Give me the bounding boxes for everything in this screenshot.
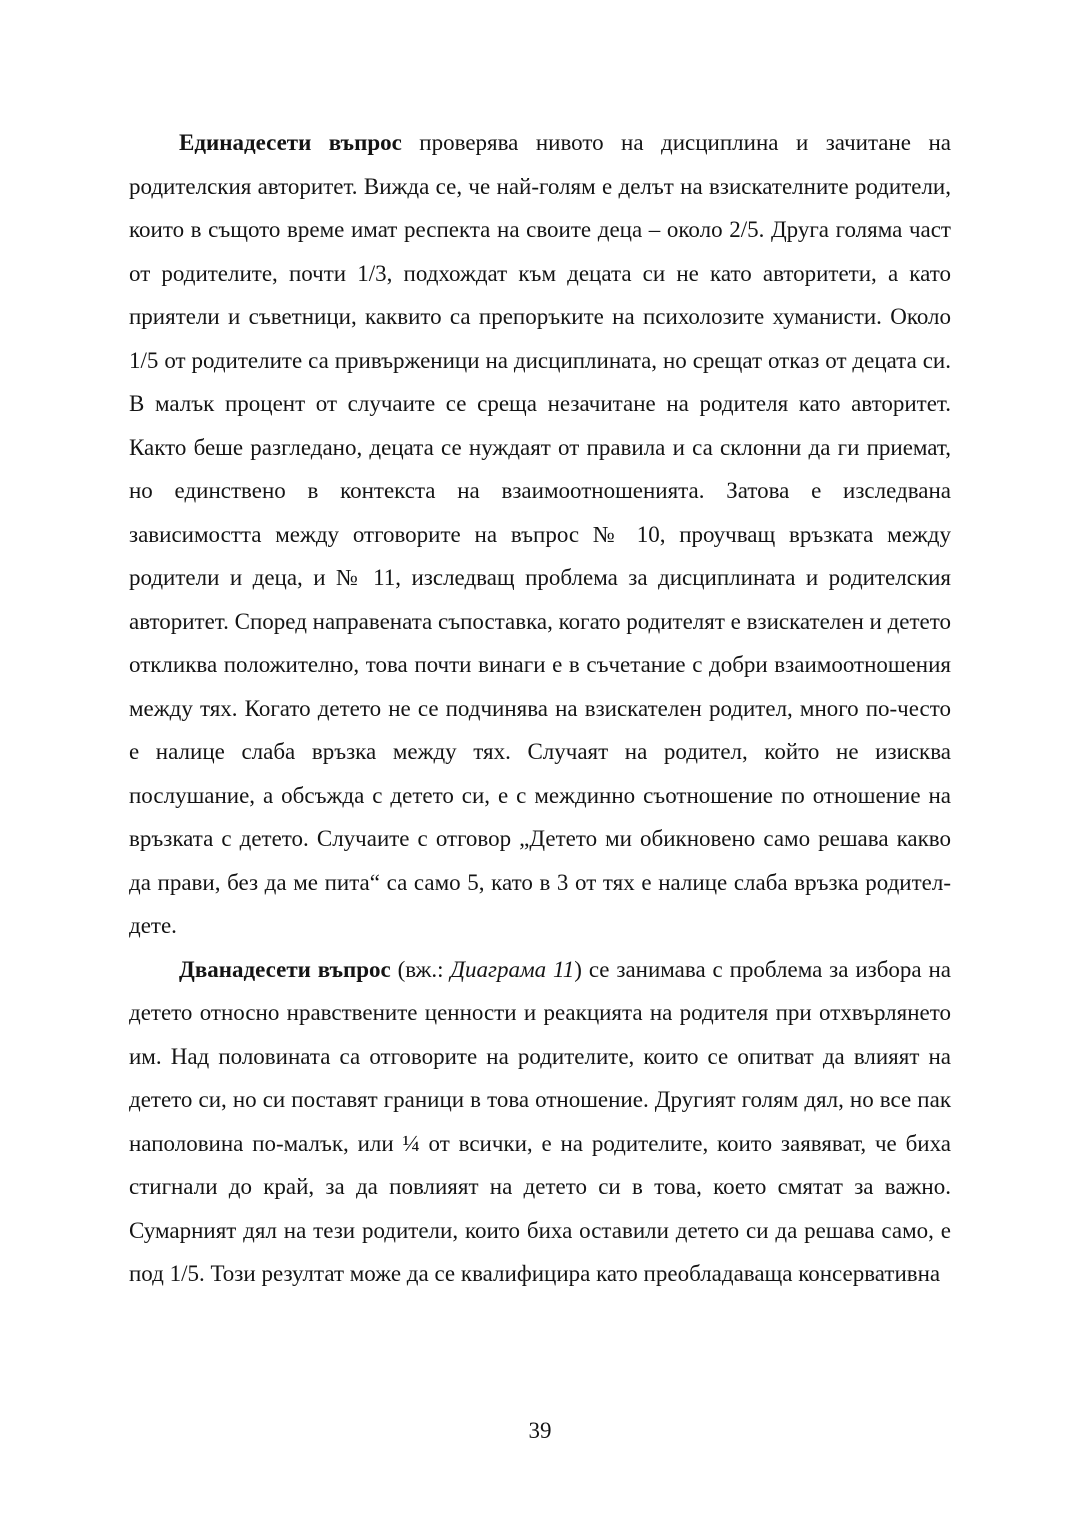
paragraph-question-12 <box>129 948 951 1296</box>
paragraph-text-continued: ) се занимава с проблема за избора на детето относно нравствените ценности и реакцията на родителя при отхвърлянето им. Над половината са отговорите на родителите, които се опитват да влияят на детето си, но си поставят граници в това отношение. Другият голям дял, но все пак наполовина по-малък, или ¼ от всички, е на родителите, които заявяват, че биха стигнали до край, за да повлияят на детето си в това, което смятат за важно. Сумарният дял на тези родители, които биха оставили детето си да решава само, е под 1/5. Този резултат може да се квалифицира като преобладаваща консервативна <box>129 956 951 1286</box>
paragraph-question-11 <box>129 121 951 948</box>
body-text <box>129 121 951 1296</box>
paragraph-text: (вж.: <box>390 956 451 982</box>
paragraph-text: проверява нивото на дисциплина и зачитане на родителския авторитет. Вижда се, че най-голям е делът на взискателните родители, които в същото време имат респекта на своите деца – около 2/5. Друга голяма част от родителите, почти 1/3, подхождат към децата си не като авторитети, а като приятели и съветници, каквито са препоръките на психолозите хуманисти. Около 1/5 от родителите са привърженици на дисциплината, но срещат отказ от децата си. В малък процент от случаите се среща незачитане на родителя като авторитет. Както беше разгледано, децата се нуждаят от правила и са склонни да ги приемат, но единствено в контекста на взаимоотношенията. Затова е изследвана зависимостта между отговорите на въпрос № 10, проучващ връзката между родители и деца, и № 11, изследващ проблема за дисциплината и родителския авторитет. Според направената съпоставка, когато родителят е взискателен и детето откликва положително, това почти винаги е в съчетание с добри взаимоотношения между тях. Когато детето не се подчинява на взискателен родител, много по-често е налице слаба връзка между тях. Случаят на родител, който не изисква послушание, а обсъжда с детето си, е с междинно съотношение по отношение на връзката с детето. Случаите с отговор „Детето ми обикновено само решава какво да прави, без да ме пита“ са само 5, като в 3 от тях е налице слаба връзка родител-дете. <box>129 130 952 938</box>
page-number: 39 <box>528 1418 552 1443</box>
figure-reference: Диаграма 11 <box>450 956 575 982</box>
paragraph-lead: Единадесети въпрос <box>179 130 402 155</box>
paragraph-lead: Дванадесети въпрос <box>179 956 391 982</box>
